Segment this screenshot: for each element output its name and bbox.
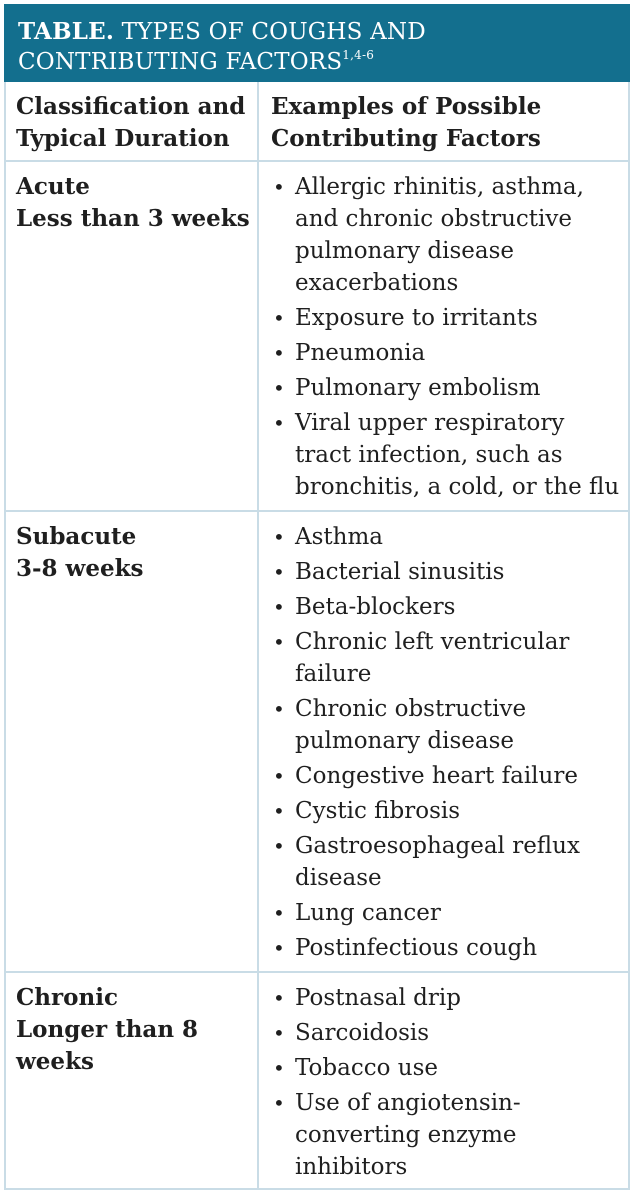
column-header-row xyxy=(4,82,630,162)
list-item: • Cystic fibrosis xyxy=(273,798,461,824)
classification-name: Acute xyxy=(16,173,90,200)
list-item: • Use of angiotensin-converting enzyme inhibitors xyxy=(273,1090,521,1180)
classification-duration: 3-8 weeks xyxy=(16,555,144,582)
list-item: • Chronic obstructive pulmonary disease xyxy=(273,696,527,754)
list-item: • Postinfectious cough xyxy=(273,935,538,961)
list-item: • Congestive heart failure xyxy=(273,763,578,789)
column-divider xyxy=(257,82,259,1188)
list-item: • Tobacco use xyxy=(273,1055,438,1081)
table-row xyxy=(4,162,630,512)
factors-cell xyxy=(271,171,623,506)
table-title-text: TYPES OF COUGHS AND CONTRIBUTING FACTORS xyxy=(18,19,426,75)
list-item: • Pneumonia xyxy=(273,340,426,366)
list-item: • Postnasal drip xyxy=(273,985,461,1011)
list-item: • Allergic rhinitis, asthma, and chronic obstructive pulmonary disease exacerbations xyxy=(273,174,584,296)
table-row xyxy=(4,973,630,1190)
list-item: • Gastroesophageal reflux disease xyxy=(273,833,580,891)
list-item: • Viral upper respiratory tract infection, such as bronchitis, a cold, or the flu xyxy=(273,410,620,500)
list-item: • Lung cancer xyxy=(273,900,441,926)
list-item: • Bacterial sinusitis xyxy=(273,559,505,585)
factors-cell xyxy=(271,521,623,967)
list-item: • Exposure to irritants xyxy=(273,305,538,331)
classification-name: Subacute xyxy=(16,523,137,550)
table-title xyxy=(4,4,630,82)
list-item: • Asthma xyxy=(273,524,383,550)
classification-name: Chronic xyxy=(16,984,118,1011)
table-title-refs: 1,4-6 xyxy=(342,48,375,62)
classification-cell xyxy=(16,982,256,1078)
table-row xyxy=(4,512,630,973)
column-header-classification: Classification and Typical Duration xyxy=(16,93,246,152)
factors-cell xyxy=(271,982,623,1186)
classification-duration: Less than 3 weeks xyxy=(16,205,250,232)
list-item: • Pulmonary embolism xyxy=(273,375,541,401)
classification-duration: Longer than 8 weeks xyxy=(16,1016,199,1075)
list-item: • Sarcoidosis xyxy=(273,1020,430,1046)
classification-cell xyxy=(16,171,256,235)
list-item: • Beta-blockers xyxy=(273,594,456,620)
column-header-factors: Examples of Possible Contributing Factors xyxy=(271,93,542,152)
classification-cell xyxy=(16,521,256,585)
list-item: • Chronic left ventricular failure xyxy=(273,629,570,687)
table-title-lead: TABLE. xyxy=(18,18,115,45)
